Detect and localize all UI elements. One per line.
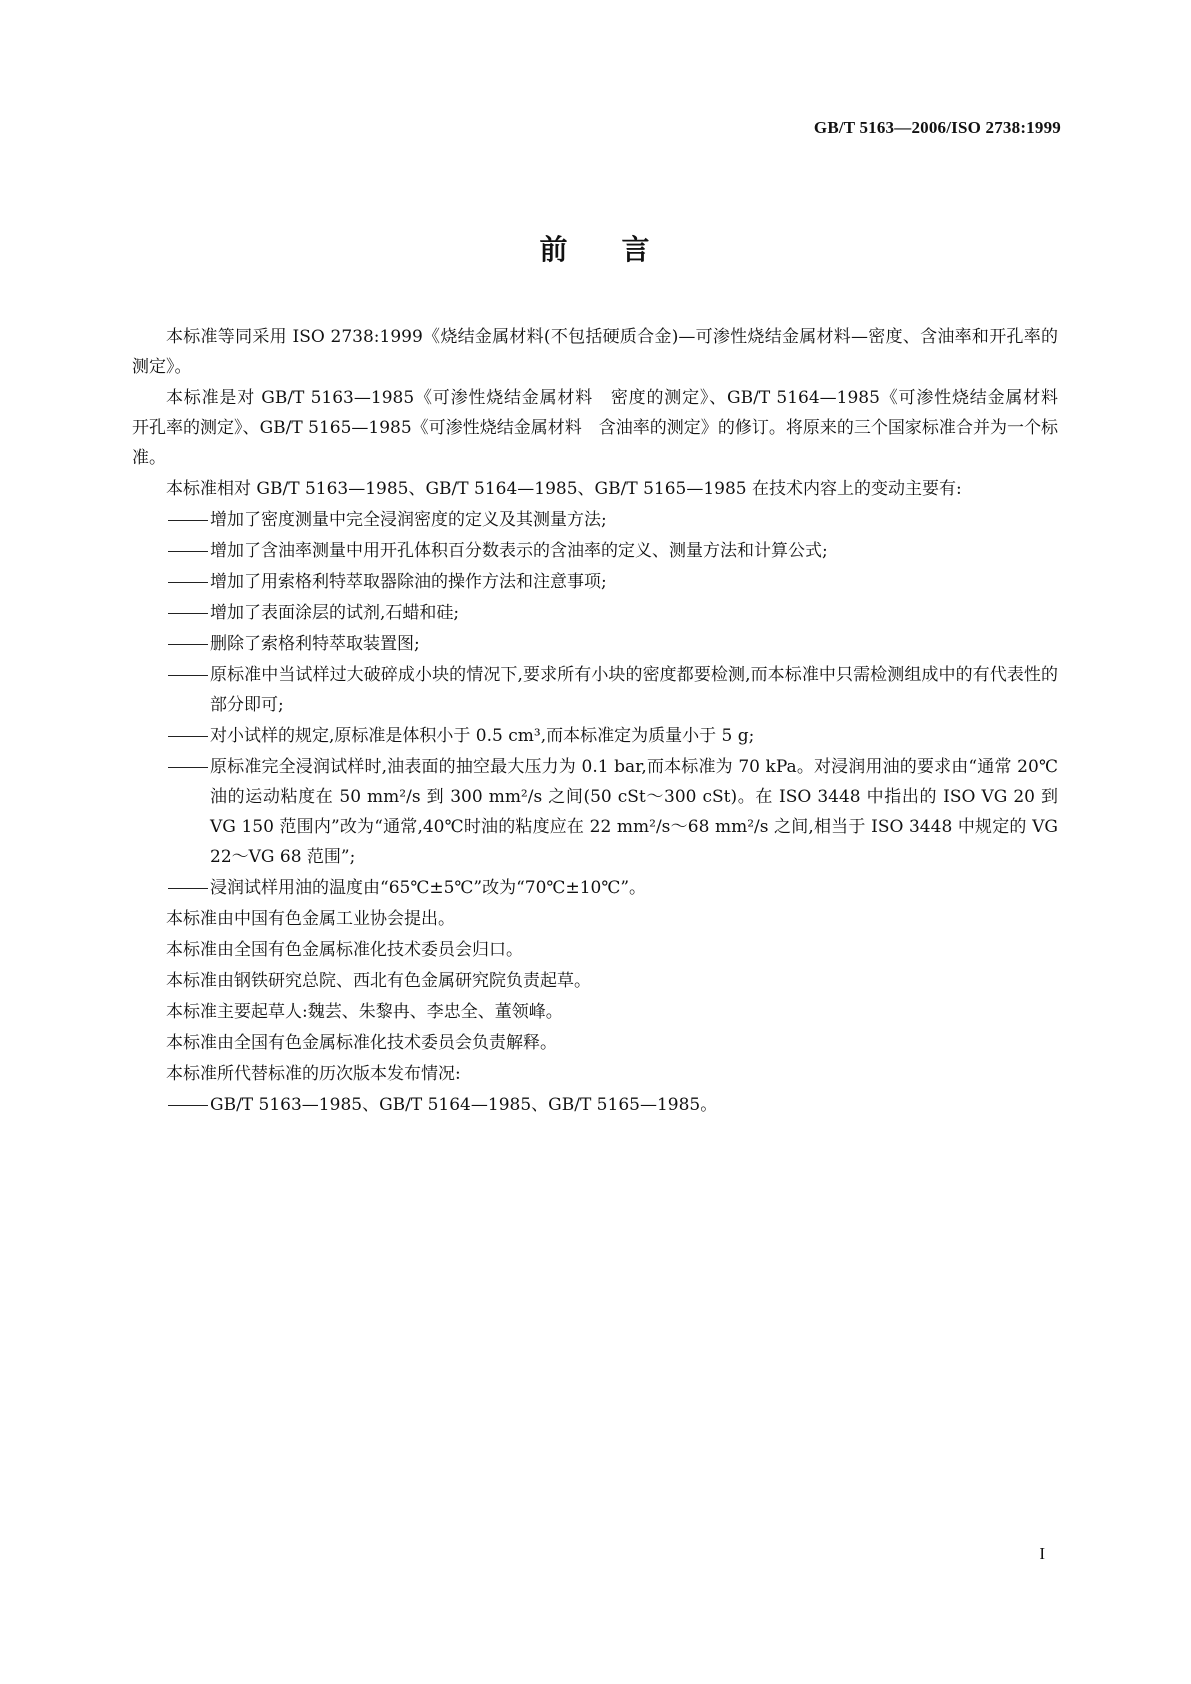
dash-marker bbox=[168, 520, 208, 521]
change-item bbox=[132, 752, 1058, 872]
change-item bbox=[132, 660, 1058, 720]
history-item bbox=[132, 1090, 1058, 1120]
change-item bbox=[132, 567, 1058, 597]
dash-marker bbox=[168, 613, 208, 614]
change-item-text: 原标准中当试样过大破碎成小块的情况下,要求所有小块的密度都要检测,而本标准中只需检测组成中的有代表性的部分即可; bbox=[210, 665, 1058, 715]
change-item bbox=[132, 536, 1058, 566]
page-title bbox=[0, 228, 1191, 268]
change-item-text: 删除了索格利特萃取装置图; bbox=[210, 634, 420, 654]
change-item bbox=[132, 598, 1058, 628]
dash-marker bbox=[168, 582, 208, 583]
dash-marker bbox=[168, 551, 208, 552]
intro-paragraph: 本标准等同采用 ISO 2738:1999《烧结金属材料(不包括硬质合金)—可渗性烧结金属材料—密度、含油率和开孔率的测定》。 bbox=[132, 327, 1058, 377]
history-item-text: GB/T 5163—1985、GB/T 5164—1985、GB/T 5165—1985。 bbox=[210, 1095, 718, 1115]
change-item bbox=[132, 629, 1058, 659]
drafters-paragraph: 本标准主要起草人:魏芸、朱黎冉、李忠全、董领峰。 bbox=[166, 1002, 563, 1022]
title-char-2: 言 bbox=[621, 233, 652, 266]
dash-marker bbox=[168, 675, 208, 676]
dash-marker bbox=[168, 767, 208, 768]
dash-marker bbox=[168, 736, 208, 737]
change-item-text: 增加了含油率测量中用开孔体积百分数表示的含油率的定义、测量方法和计算公式; bbox=[210, 541, 828, 561]
change-item-text: 增加了用索格利特萃取器除油的操作方法和注意事项; bbox=[210, 572, 607, 592]
change-item-text: 浸润试样用油的温度由“65℃±5℃”改为“70℃±10℃”。 bbox=[210, 878, 647, 898]
change-item-text: 对小试样的规定,原标准是体积小于 0.5 cm³,而本标准定为质量小于 5 g; bbox=[210, 726, 755, 746]
change-item bbox=[132, 505, 1058, 535]
revision-paragraph: 本标准是对 GB/T 5163—1985《可渗性烧结金属材料 密度的测定》、GB/T 5164—1985《可渗性烧结金属材料 开孔率的测定》、GB/T 5165—1985《可渗性烧结金属材料 含油率的测定》的修订。将原来的三个国家标准合并为一个标准。 bbox=[132, 388, 1075, 468]
title-char-1: 前 bbox=[539, 233, 570, 266]
change-item-text: 原标准完全浸润试样时,油表面的抽空最大压力为 0.1 bar,而本标准为 70 kPa。对浸润用油的要求由“通常 20℃油的运动粘度在 50 mm²/s 到 300 mm²/s 之间(50 cSt～300 cSt)。在 ISO 3448 中指出的 ISO VG 20 到 VG 150 范围内”改为“通常,40℃时油的粘度应在 22 mm²/s～68 mm²/s 之间,相当于 ISO 3448 中规定的 VG 22～VG 68 范围”; bbox=[210, 757, 1058, 867]
administration-paragraph: 本标准由全国有色金属标准化技术委员会归口。 bbox=[166, 940, 523, 960]
drafting-units-paragraph: 本标准由钢铁研究总院、西北有色金属研究院负责起草。 bbox=[166, 971, 591, 991]
dash-marker bbox=[168, 888, 208, 889]
interpretation-paragraph: 本标准由全国有色金属标准化技术委员会负责解释。 bbox=[166, 1033, 557, 1053]
standard-code-header: GB/T 5163—2006/ISO 2738:1999 bbox=[813, 118, 1061, 137]
document-body bbox=[132, 322, 1075, 1121]
dash-marker bbox=[168, 644, 208, 645]
proposer-paragraph: 本标准由中国有色金属工业协会提出。 bbox=[166, 909, 455, 929]
change-item bbox=[132, 721, 1058, 751]
changes-intro-paragraph: 本标准相对 GB/T 5163—1985、GB/T 5164—1985、GB/T 5165—1985 在技术内容上的变动主要有: bbox=[166, 479, 962, 499]
change-item bbox=[132, 873, 1058, 903]
change-item-text: 增加了密度测量中完全浸润密度的定义及其测量方法; bbox=[210, 510, 607, 530]
change-item-text: 增加了表面涂层的试剂,石蜡和硅; bbox=[210, 603, 460, 623]
history-intro-paragraph: 本标准所代替标准的历次版本发布情况: bbox=[166, 1064, 461, 1084]
page-number: I bbox=[1039, 1544, 1045, 1563]
dash-marker bbox=[168, 1105, 208, 1106]
